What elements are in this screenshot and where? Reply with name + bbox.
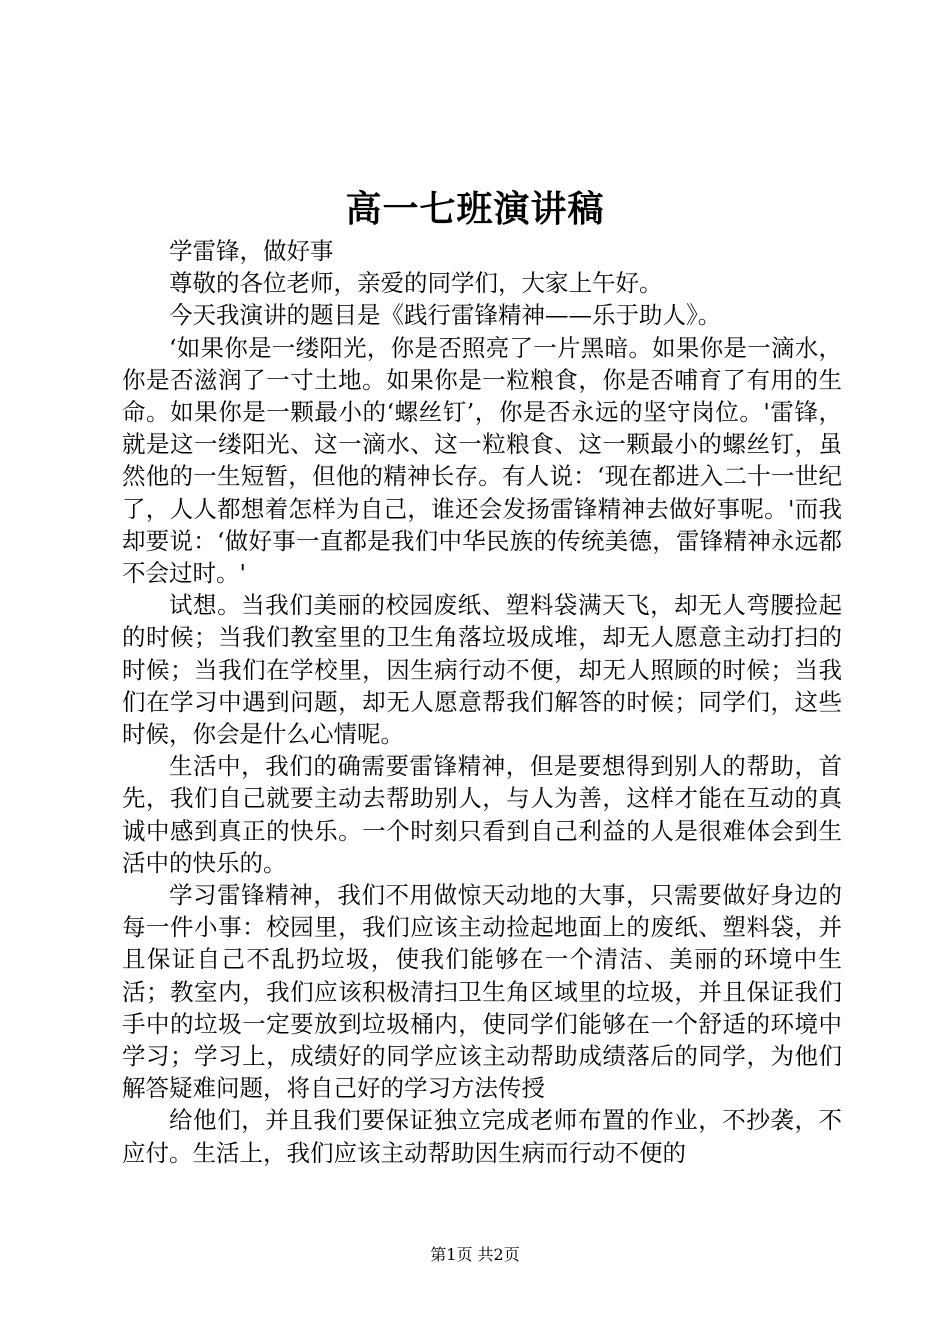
paragraph: 今天我演讲的题目是《践行雷锋精神——乐于助人》。 bbox=[169, 301, 722, 330]
page-footer: 第1页 共2页 bbox=[430, 1245, 520, 1264]
paragraph: ‘如果你是一缕阳光，你是否照亮了一片黑暗。如果你是一滴水，你是否滋润了一寸土地。如果你是一粒粮食，你是否哺育了有用的生命。如果你是一颗最小的‘螺丝钉’，你是否永远的坚守岗位。'雷锋，就是这一缕阳光、这一滴水、这一粒粮食、这一颗最小的螺丝钉，虽然他的一生短暂，但他的精神长存。有人说：‘现在都进入二十一世纪了，人人都想着怎样为自己，谁还会发扬雷锋精神去做好事呢。'而我却要说：‘做好事一直都是我们中华民族的传统美德，雷锋精神永远都不会过时。' bbox=[122, 333, 842, 588]
paragraph: 尊敬的各位老师，亲爱的同学们，大家上午好。 bbox=[169, 269, 663, 298]
paragraph: 给他们，并且我们要保证独立完成老师布置的作业，不抄袭，不应付。生活上，我们应该主动帮助因生病而行动不便的 bbox=[122, 1106, 842, 1167]
paragraph: 生活中，我们的确需要雷锋精神，但是要想得到别人的帮助，首先，我们自己就要主动去帮助别人，与人为善，这样才能在互动的真诚中感到真正的快乐。一个时刻只看到自己利益的人是很难体会到生活中的快乐的。 bbox=[122, 752, 842, 877]
document-title: 高一七班演讲稿 bbox=[345, 188, 605, 230]
paragraph: 学习雷锋精神，我们不用做惊天动地的大事，只需要做好身边的每一件小事：校园里，我们应该主动捡起地面上的废纸、塑料袋，并且保证自己不乱扔垃圾，使我们能够在一个清洁、美丽的环境中生活；教室内，我们应该积极清扫卫生角区域里的垃圾，并且保证我们手中的垃圾一定要放到垃圾桶内，使同学们能够在一个舒适的环境中学习；学习上，成绩好的同学应该主动帮助成绩落后的同学，为他们解答疑难问题，将自己好的学习方法传授 bbox=[122, 881, 842, 1103]
paragraph: 学雷锋，做好事 bbox=[169, 237, 334, 265]
paragraph: 试想。当我们美丽的校园废纸、塑料袋满天飞，却无人弯腰捡起的时候；当我们教室里的卫生角落垃圾成堆，却无人愿意主动打扫的时候；当我们在学校里，因生病行动不便，却无人照顾的时候；当我们在学习中遇到问题，却无人愿意帮我们解答的时候；同学们，这些时候，你会是什么心情呢。 bbox=[122, 591, 842, 749]
document-body bbox=[122, 235, 842, 1169]
